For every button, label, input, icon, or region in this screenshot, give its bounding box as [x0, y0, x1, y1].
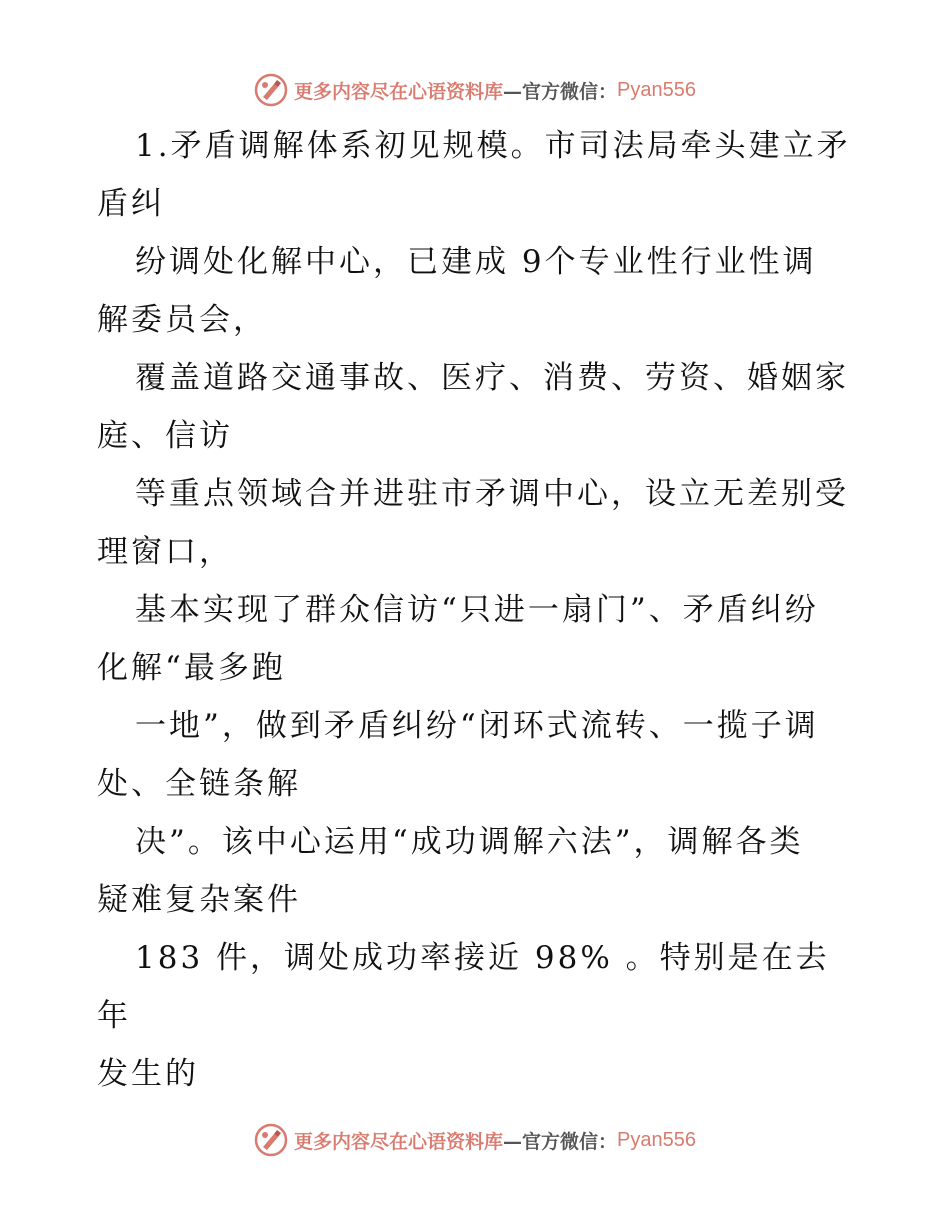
pen-logo-icon	[254, 1123, 288, 1157]
paragraph-line-7	[97, 813, 857, 929]
banner-wechat-id: Pyan556	[617, 1128, 696, 1151]
line-text: 发生的	[97, 1056, 199, 1092]
paragraph-line-8	[97, 929, 857, 1103]
banner-text-main: 更多内容尽在心语资料库	[294, 80, 504, 103]
line-text: 183 件，调处成功率接近 98% 。特别是在去年	[97, 940, 830, 1034]
banner-text	[294, 77, 617, 104]
line-text: 一地”，做到矛盾纠纷“闭环式流转、一揽子调	[135, 708, 819, 744]
line-text: 处、全链条解	[97, 766, 301, 802]
document-body	[97, 117, 857, 1103]
footer-banner	[0, 1118, 950, 1162]
paragraph-line-3	[97, 349, 857, 465]
pen-logo-icon	[254, 73, 288, 107]
line-text: 解委员会，	[97, 302, 267, 338]
banner-text-wechat-label: —官方微信：	[503, 1130, 618, 1153]
line-text: 决”。该中心运用“成功调解六法”，调解各类	[135, 824, 804, 860]
line-text: 庭、信访	[97, 418, 233, 454]
banner-text	[294, 1127, 617, 1154]
paragraph-line-1	[97, 117, 857, 233]
header-banner	[0, 68, 950, 112]
line-text: 理窗口，	[97, 534, 233, 570]
line-text: 纷调处化解中心，已建成 9个专业性行业性调	[135, 244, 817, 280]
banner-text-wechat-label: —官方微信：	[503, 80, 618, 103]
line-text: 疑难复杂案件	[97, 882, 301, 918]
paragraph-line-2	[97, 233, 857, 349]
paragraph-line-5	[97, 581, 857, 697]
banner-text-main: 更多内容尽在心语资料库	[294, 1130, 504, 1153]
line-text: 化解“最多跑	[97, 650, 286, 686]
line-text: 基本实现了群众信访“只进一扇门”、矛盾纠纷	[135, 592, 819, 628]
line-text: 盾纠	[97, 186, 165, 222]
line-text: 1.矛盾调解体系初见规模。市司法局牵头建立矛	[135, 128, 851, 164]
paragraph-line-4	[97, 465, 857, 581]
line-text: 等重点领域合并进驻市矛调中心，设立无差别受	[135, 476, 849, 512]
banner-wechat-id: Pyan556	[617, 78, 696, 101]
line-text: 覆盖道路交通事故、医疗、消费、劳资、婚姻家	[135, 360, 849, 396]
paragraph-line-6	[97, 697, 857, 813]
